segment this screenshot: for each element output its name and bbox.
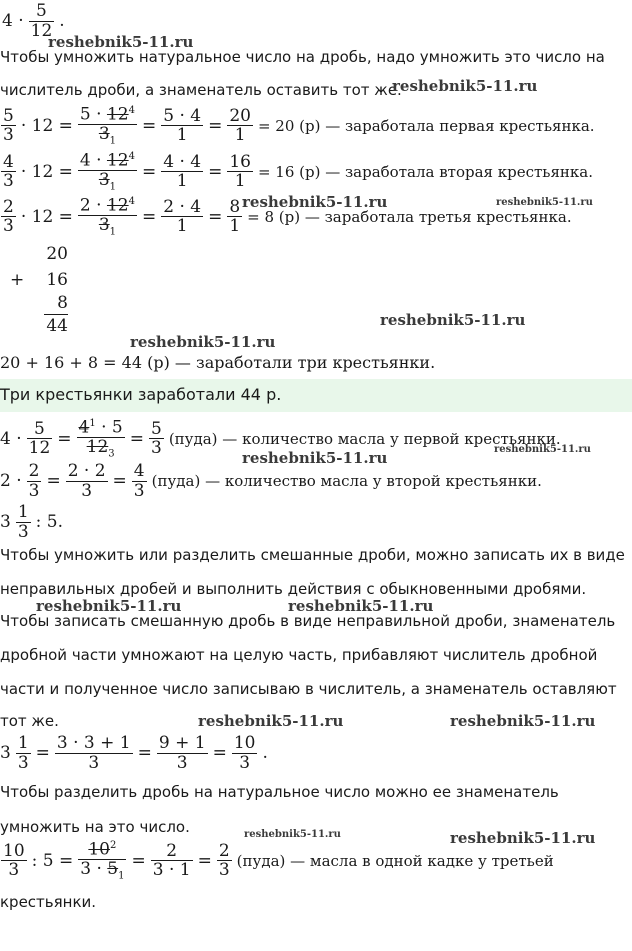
text-line: Чтобы умножить натуральное число на дробь, надо умножить это число на (0, 48, 605, 66)
butter-row-1: 4 · $\frac{5}{12}$ = $\frac{4^1 \cdot 5}{12_3}$ = $\frac{5}{3}$ (пуда) — количество масла у первой крестьянки. (0, 417, 561, 460)
butter-row-2: 2 · $\frac{2}{3}$ = $\frac{2 \cdot 2}{3}$ = $\frac{4}{3}$ (пуда) — количество масла у второй крестьянки. (0, 461, 542, 501)
watermark: reshebnik5-11.ru (496, 197, 593, 208)
sum-line-text: 20 + 16 + 8 = 44 (р) — заработали три крестьянки. (0, 353, 436, 372)
watermark: reshebnik5-11.ru (450, 712, 596, 730)
result-text: (пуда) — количество масла у первой крестьянки. (168, 429, 561, 448)
text-line: умножить на это число. (0, 818, 190, 836)
column-b: 16 (46, 270, 68, 290)
result-text: = 8 (р) — заработала третья крестьянка. (247, 207, 572, 226)
mixed-conversion: 3 $\frac{1}{3}$ = $\frac{3 \cdot 3 + 1}{3}$ = $\frac{9 + 1}{3}$ = $\frac{10}{3}$ . (0, 733, 268, 773)
watermark: reshebnik5-11.ru (450, 829, 596, 847)
watermark: reshebnik5-11.ru (244, 829, 341, 840)
text-line: Чтобы разделить дробь на натуральное число можно ее знаменатель (0, 783, 559, 801)
text-line: числитель дроби, а знаменатель оставить тот же. (0, 81, 402, 99)
math-row-3: $\frac{2}{3}$ · 12 = $\frac{2 \cdot 12^4}{3_1}$ = $\frac{2 \cdot 4}{1}$ = $\frac{8}{1}$ = 8 (р) — заработала третья крестьянка. (3, 195, 572, 238)
math-row-2: $\frac{4}{3}$ · 12 = $\frac{4 \cdot 12^4}{3_1}$ = $\frac{4 \cdot 4}{1}$ = $\frac{16}{1}$ = 16 (р) — заработала вторая крестьянка. (3, 150, 594, 193)
math-row-1: $\frac{5}{3}$ · 12 = $\frac{5 \cdot 12^4}{3_1}$ = $\frac{5 \cdot 4}{1}$ = $\frac{20}{1}$ = 20 (р) — заработала первая крестьянка. (3, 104, 595, 147)
watermark: reshebnik5-11.ru (494, 444, 591, 455)
watermark: reshebnik5-11.ru (48, 33, 194, 51)
text-line: тот же. (0, 712, 59, 730)
result-text: = 20 (р) — заработала первая крестьянка. (257, 116, 595, 135)
result-text: (пуда) — масла в одной кадке у третьей (236, 851, 554, 870)
watermark: reshebnik5-11.ru (288, 597, 434, 615)
watermark: reshebnik5-11.ru (130, 333, 276, 351)
sum-line (44, 314, 68, 315)
plus-sign: + (10, 270, 25, 290)
text-line: неправильных дробей и выполнить действия с обыкновенными дробями. (0, 580, 587, 598)
colon-text: : 5. (35, 512, 64, 533)
mixed-expr: 3 $\frac{1}{3}$ : 5. (0, 502, 64, 542)
text-line: дробной части умножают на целую часть, прибавляют числитель дробной (0, 646, 598, 664)
result-text: (пуда) — количество масла у второй крестьянки. (151, 472, 542, 491)
answer-text: Три крестьянки заработали 44 р. (0, 385, 282, 404)
watermark: reshebnik5-11.ru (198, 712, 344, 730)
text-line: части и полученное число записываю в числитель, а знаменатель оставляют (0, 680, 617, 698)
watermark: reshebnik5-11.ru (392, 77, 538, 95)
watermark: reshebnik5-11.ru (380, 311, 526, 329)
column-total: 44 (46, 316, 68, 336)
text-line: Чтобы записать смешанную дробь в виде неправильной дроби, знаменатель (0, 612, 616, 630)
division-row: $\frac{10}{3}$ : 5 = $\frac{10^2}{3 \cdot 5_1}$ = $\frac{2}{3 \cdot 1}$ = $\frac{2}{3}$ (пуда) — масла в одной кадке у третьей (3, 839, 554, 882)
text-line: Чтобы умножить или разделить смешанные дроби, можно записать их в виде (0, 546, 625, 564)
watermark: reshebnik5-11.ru (36, 597, 182, 615)
watermark: reshebnik5-11.ru (242, 193, 388, 211)
column-a: 20 (46, 244, 68, 264)
text-line: крестьянки. (0, 893, 97, 911)
column-c: 8 (57, 293, 68, 313)
watermark: reshebnik5-11.ru (242, 449, 388, 467)
result-text: = 16 (р) — заработала вторая крестьянка. (257, 162, 594, 181)
expr-top: 4 · $\frac{5}{12}$ . (2, 1, 65, 41)
